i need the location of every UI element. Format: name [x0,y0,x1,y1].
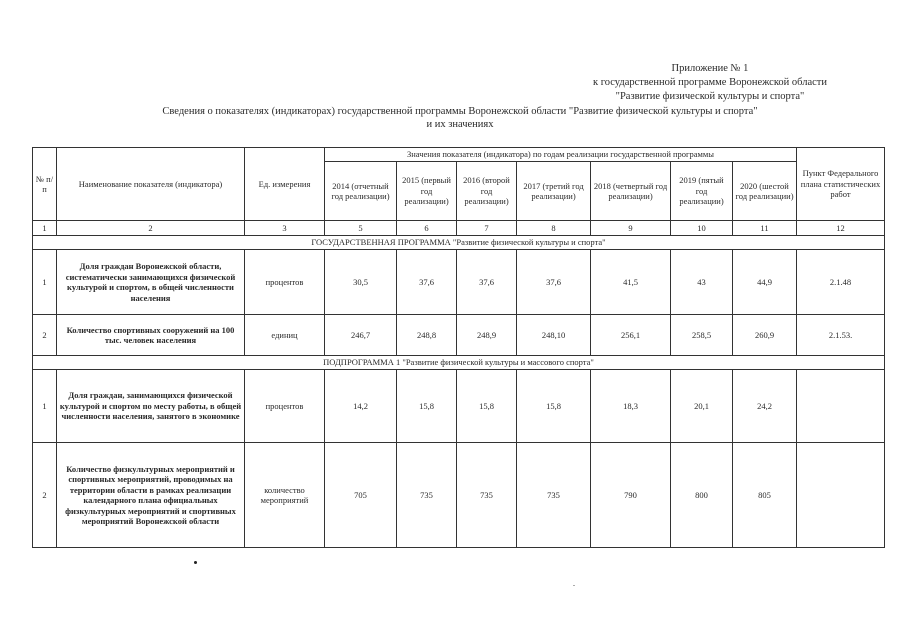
unit-cell: процентов [245,370,325,443]
column-number: 7 [457,221,517,236]
value-cell: 41,5 [591,250,671,315]
table-row [33,315,885,356]
value-cell: 43 [671,250,733,315]
value-cell: 24,2 [733,370,797,443]
header-year: 2020 (шестой год реализации) [733,162,797,221]
header-values-group: Значения показателя (индикатора) по годам реализации государственной программы [325,148,797,162]
column-number: 1 [33,221,57,236]
appendix-header [593,62,827,104]
indicator-name: Количество физкультурных мероприятий и спортивных мероприятий, проводимых на территории области в рамках реализации календарного плана официальных физкультурных мероприятий и спортивных мероприятий Воронежской области [57,443,245,548]
table-row [33,250,885,315]
value-cell: 30,5 [325,250,397,315]
document-title [110,105,810,131]
header-year: 2014 (отчетный год реализации) [325,162,397,221]
row-num: 1 [33,370,57,443]
value-cell: 15,8 [457,370,517,443]
section-title: ПОДПРОГРАММА 1 "Развитие физической культуры и массового спорта" [33,356,885,370]
header-year: 2018 (четвертый год реализации) [591,162,671,221]
column-numbers-row [33,221,885,236]
header-row [33,148,885,162]
value-cell: 805 [733,443,797,548]
value-cell: 246,7 [325,315,397,356]
scan-speck [573,585,575,586]
value-cell: 256,1 [591,315,671,356]
table-row [33,370,885,443]
value-cell: 37,6 [397,250,457,315]
unit-cell: процентов [245,250,325,315]
header-num: № п/п [33,148,57,221]
unit-cell: количество мероприятий [245,443,325,548]
value-cell: 735 [517,443,591,548]
unit-cell: единиц [245,315,325,356]
value-cell: 705 [325,443,397,548]
plan-item-cell [797,443,885,548]
header-year: 2016 (второй год реализации) [457,162,517,221]
value-cell: 735 [457,443,517,548]
indicators-table [32,147,885,548]
column-number: 8 [517,221,591,236]
value-cell: 258,5 [671,315,733,356]
header-name: Наименование показателя (индикатора) [57,148,245,221]
value-cell: 15,8 [397,370,457,443]
appendix-line-3: "Развитие физической культуры и спорта" [615,91,805,102]
title-line-1: Сведения о показателях (индикаторах) государственной программы Воронежской области "Развитие физической культуры и спорта" [162,106,758,117]
value-cell: 37,6 [517,250,591,315]
value-cell: 260,9 [733,315,797,356]
column-number: 10 [671,221,733,236]
value-cell: 15,8 [517,370,591,443]
section-row [33,356,885,370]
plan-item-cell: 2.1.48 [797,250,885,315]
section-row [33,236,885,250]
value-cell: 790 [591,443,671,548]
value-cell: 37,6 [457,250,517,315]
value-cell: 44,9 [733,250,797,315]
table-row [33,443,885,548]
value-cell: 248,9 [457,315,517,356]
header-year: 2017 (третий год реализации) [517,162,591,221]
row-num: 2 [33,443,57,548]
indicator-name: Доля граждан Воронежской области, систематически занимающихся физической культурой и спортом, в общей численности населения [57,250,245,315]
section-title: ГОСУДАРСТВЕННАЯ ПРОГРАММА "Развитие физической культуры и спорта" [33,236,885,250]
appendix-line-2: к государственной программе Воронежской области [592,77,827,88]
header-year: 2015 (первый год реализации) [397,162,457,221]
value-cell: 14,2 [325,370,397,443]
row-num: 2 [33,315,57,356]
value-cell: 735 [397,443,457,548]
column-number: 2 [57,221,245,236]
column-number: 5 [325,221,397,236]
value-cell: 18,3 [591,370,671,443]
value-cell: 20,1 [671,370,733,443]
column-number: 3 [245,221,325,236]
value-cell: 248,8 [397,315,457,356]
row-num: 1 [33,250,57,315]
plan-item-cell: 2.1.53. [797,315,885,356]
header-year: 2019 (пятый год реализации) [671,162,733,221]
header-unit: Ед. измерения [245,148,325,221]
column-number: 9 [591,221,671,236]
value-cell: 800 [671,443,733,548]
plan-item-cell [797,370,885,443]
header-plan: Пункт Федерального плана статистических работ [797,148,885,221]
title-line-2: и их значениях [426,119,494,130]
column-number: 6 [397,221,457,236]
column-number: 12 [797,221,885,236]
appendix-line-1: Приложение № 1 [671,63,749,74]
indicator-name: Количество спортивных сооружений на 100 тыс. человек населения [57,315,245,356]
ink-dot [194,561,197,564]
indicator-name: Доля граждан, занимающихся физической культурой и спортом по месту работы, в общей численности населения, занятого в экономике [57,370,245,443]
value-cell: 248,10 [517,315,591,356]
column-number: 11 [733,221,797,236]
